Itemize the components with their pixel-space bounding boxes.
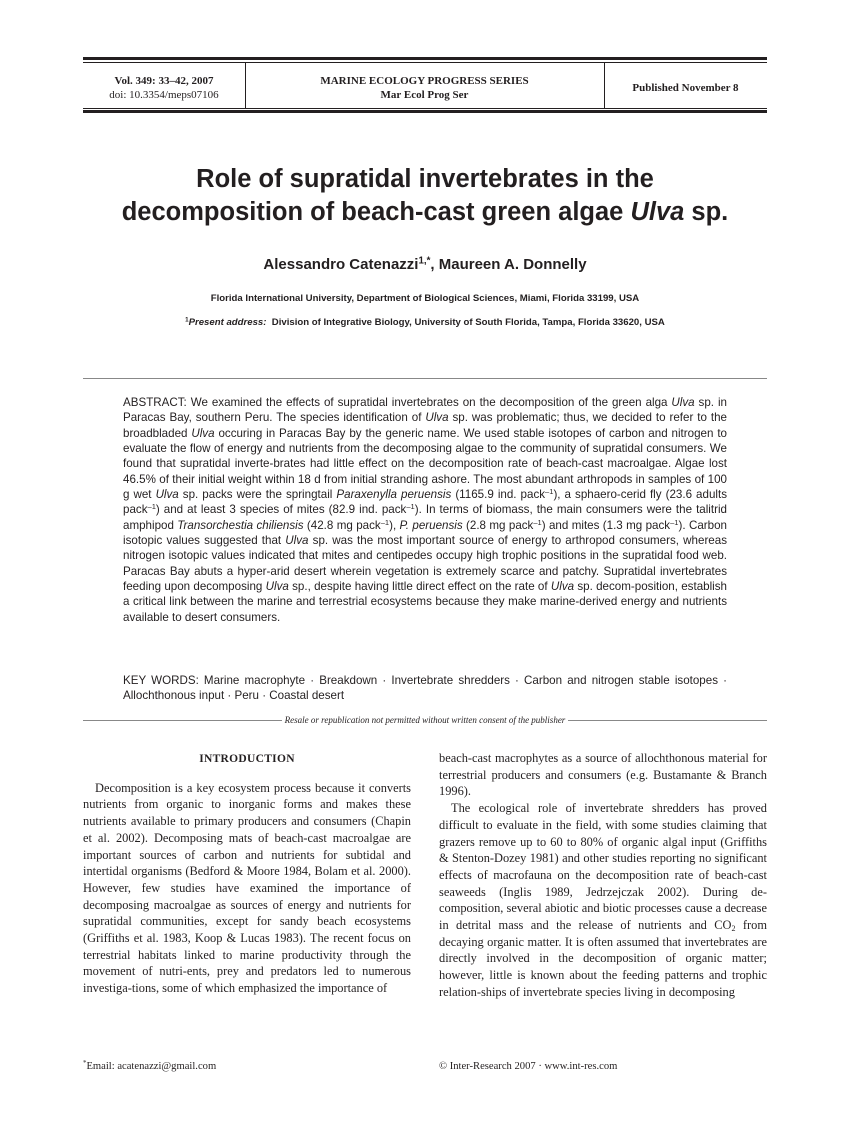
- exponent: –1: [147, 502, 156, 512]
- abstract-text: (2.8 mg pack: [462, 518, 534, 532]
- abstract-text: ),: [389, 518, 400, 532]
- author-1: Alessandro Catenazzi: [263, 256, 419, 273]
- paragraph-text: from decaying organic matter. It is often assumed that invertebrates are directly involved in the decomposition of organic matter; however, little is known about the feeding patterns and trophic relation-ships of invertebrate species living in decomposing: [439, 918, 768, 999]
- header-rule-bottom-thin: [83, 108, 767, 109]
- section-heading-introduction: INTRODUCTION: [199, 753, 295, 765]
- species-name: Ulva: [550, 579, 575, 593]
- journal-header: [83, 57, 767, 113]
- email-text: Email: acatenazzi@gmail.com: [86, 1061, 217, 1072]
- copyright-notice: © Inter-Research 2007 · www.int-res.com: [439, 1061, 618, 1072]
- author-separator: ,: [430, 256, 439, 273]
- intro-paragraph-1: Decomposition is a key ecosystem process because it converts nutrients from organic to inorganic forms and makes these nutrients available to primary producers and consumers (Chapin et al. 2002). Decomposing mats of beach-cast macroalgae are important sources of carbon and nutrients for subtidal and intertidal organisms (Bedford & Moore 1984, Bolam et al. 2000). However, few studies have examined the importance of decomposing macroalgae as sources of energy and nutrients for supratidal communities, except for sandy beach ecosystems (Griffiths et al. 1983, Koop & Lucas 1983). The recent focus on terrestrial habitats linked to marine productivity through the movement of nutri-ents, prey and predators led to numerous investiga-tions, some of which emphasized the importance of: [83, 780, 411, 996]
- header-rule-top: [83, 57, 767, 60]
- author-1-marks: 1,*: [418, 255, 431, 267]
- paragraph-text: The ecological role of invertebrate shredders has proved difficult to evaluate in the field, with some studies claiming that grazers remove up to 60 to 80% of organic algal input (Griffiths & Stenton-Dozey 1981) and other studies reporting no significant effects of macrofauna on the decomposition rate of beach-cast seaweeds (Inglis 1989, Jedrzejczak 2002). During de-composition, several abiotic and biotic processes cause a decrease in detrital mass and the release of nutrients and CO: [439, 801, 767, 933]
- present-address-label: Present address:: [188, 317, 267, 328]
- title-line-2: decomposition of beach-cast green algae: [121, 198, 631, 226]
- resale-notice-bar: [83, 713, 767, 727]
- body-column-left: [83, 750, 411, 997]
- species-name: Transorchestia chiliensis: [177, 518, 304, 532]
- title-line-1: Role of supratidal invertebrates in the: [196, 165, 654, 193]
- intro-paragraph-2: [439, 800, 767, 1000]
- abstract-text: (42.8 mg pack: [303, 518, 381, 532]
- header-rule-top-thin: [83, 62, 767, 63]
- journal-abbreviation: Mar Ecol Prog Ser: [380, 89, 469, 101]
- present-address: [83, 317, 767, 328]
- body-column-right: [439, 750, 767, 1001]
- abstract-text: (1165.9 ind. pack: [451, 487, 546, 501]
- intro-paragraph-1-cont: beach-cast macrophytes as a source of allochthonous material for terrestrial producers and consumers (e.g. Bustamante & Branch 1996).: [439, 751, 767, 799]
- exponent: –1: [545, 486, 554, 496]
- article-title: [83, 163, 767, 229]
- abstract-text: occuring in Paracas Bay by the generic name. We used stable isotopes of carbon and nitrogen to evaluate the flow of energy and nutrients from the decomposing algae to the community of supratidal consumers. We found that supratidal inverte-brates had little effect on the decomposition rate of beach-cast macroalgae. Algae lost 46.5% of their initial weight within 18 d from initial stranding ashore. The most abundant arthropods in samples of 100 g wet: [123, 426, 727, 501]
- species-name: Paraxenylla peruensis: [336, 487, 452, 501]
- title-line-2-end: sp.: [684, 198, 729, 226]
- species-name: Ulva: [425, 411, 449, 425]
- abstract-text: ) and mites (1.3 mg pack: [541, 518, 671, 532]
- doi-label: doi: 10.3354/meps07106: [109, 89, 219, 101]
- title-genus: Ulva: [630, 198, 685, 226]
- exponent: –1: [406, 502, 415, 512]
- abstract-divider: [83, 378, 767, 379]
- publication-date: Published November 8: [632, 82, 739, 94]
- publication-date-cell: [604, 81, 767, 95]
- abstract-text: sp. packs were the springtail: [178, 487, 337, 501]
- author-list: [83, 256, 767, 273]
- abstract-text: sp. in Paracas Bay, southern Peru. The species identification of: [123, 396, 727, 425]
- journal-info: [245, 74, 604, 102]
- abstract-text: ). Carbon isotopic values suggested that: [123, 518, 727, 547]
- resale-notice: Resale or republication not permitted without written consent of the publisher: [282, 715, 569, 725]
- species-name: Ulva: [265, 579, 289, 593]
- author-2: Maureen A. Donnelly: [438, 256, 587, 273]
- present-address-mark: 1: [185, 316, 189, 324]
- abstract-text: sp. was problematic; thus, we decided to refer to the broadbladed: [123, 411, 727, 440]
- corresponding-author-footnote: [83, 1061, 216, 1072]
- abstract-text: ) and at least 3 species of mites (82.9 ind. pack: [155, 503, 407, 517]
- species-name: Ulva: [191, 426, 215, 440]
- present-address-text: Division of Integrative Biology, University of South Florida, Tampa, Florida 33620, USA: [271, 317, 665, 328]
- exponent: –1: [380, 517, 390, 527]
- abstract-text: sp., despite having little direct effect on the rate of: [288, 579, 551, 593]
- affiliation: Florida International University, Department of Biological Sciences, Miami, Florida 33199, USA: [210, 293, 640, 304]
- abstract-text: ). In terms of biomass, the main consumers were the talitrid amphipod: [123, 503, 727, 532]
- subscript: 2: [731, 924, 736, 934]
- species-name: Ulva: [671, 396, 695, 409]
- volume-label: Vol. 349: 33–42, 2007: [114, 75, 214, 87]
- header-rule-bottom: [83, 110, 767, 113]
- abstract-text: ), a sphaero-cerid fly (23.6 adults pack: [123, 487, 727, 517]
- abstract: [123, 395, 727, 625]
- volume-info: [83, 74, 245, 102]
- abstract-text: sp. was the most important source of energy to arthropod consumers, whereas nitrogen isotopic values indicated that mites and centipedes occupy high trophic positions in the supratidal food web. Paracas Bay abuts a hyper-arid desert wherein vegetation is extremely scarce and patchy. Supratidal invertebrates feeding upon decomposing: [123, 533, 727, 593]
- footnote-mark: *: [83, 1060, 87, 1068]
- species-name: Ulva: [285, 533, 309, 547]
- journal-name: MARINE ECOLOGY PROGRESS SERIES: [320, 75, 529, 87]
- species-name: Ulva: [155, 487, 179, 501]
- exponent: –1: [533, 517, 542, 527]
- species-name: P. peruensis: [399, 518, 463, 532]
- exponent: –1: [670, 517, 679, 527]
- keywords: KEY WORDS: Marine macrophyte · Breakdown · Invertebrate shredders · Carbon and nitrogen stable isotopes · Allochthonous input · Peru · Coastal desert: [123, 674, 727, 703]
- abstract-text: ABSTRACT: We examined the effects of supratidal invertebrates on the decomposition of the green alga: [123, 396, 672, 409]
- abstract-text: sp. decom-position, establish a critical link between the marine and terrestrial ecosystems because they make marine-derived energy and nutrients available to desert consumers.: [123, 579, 727, 624]
